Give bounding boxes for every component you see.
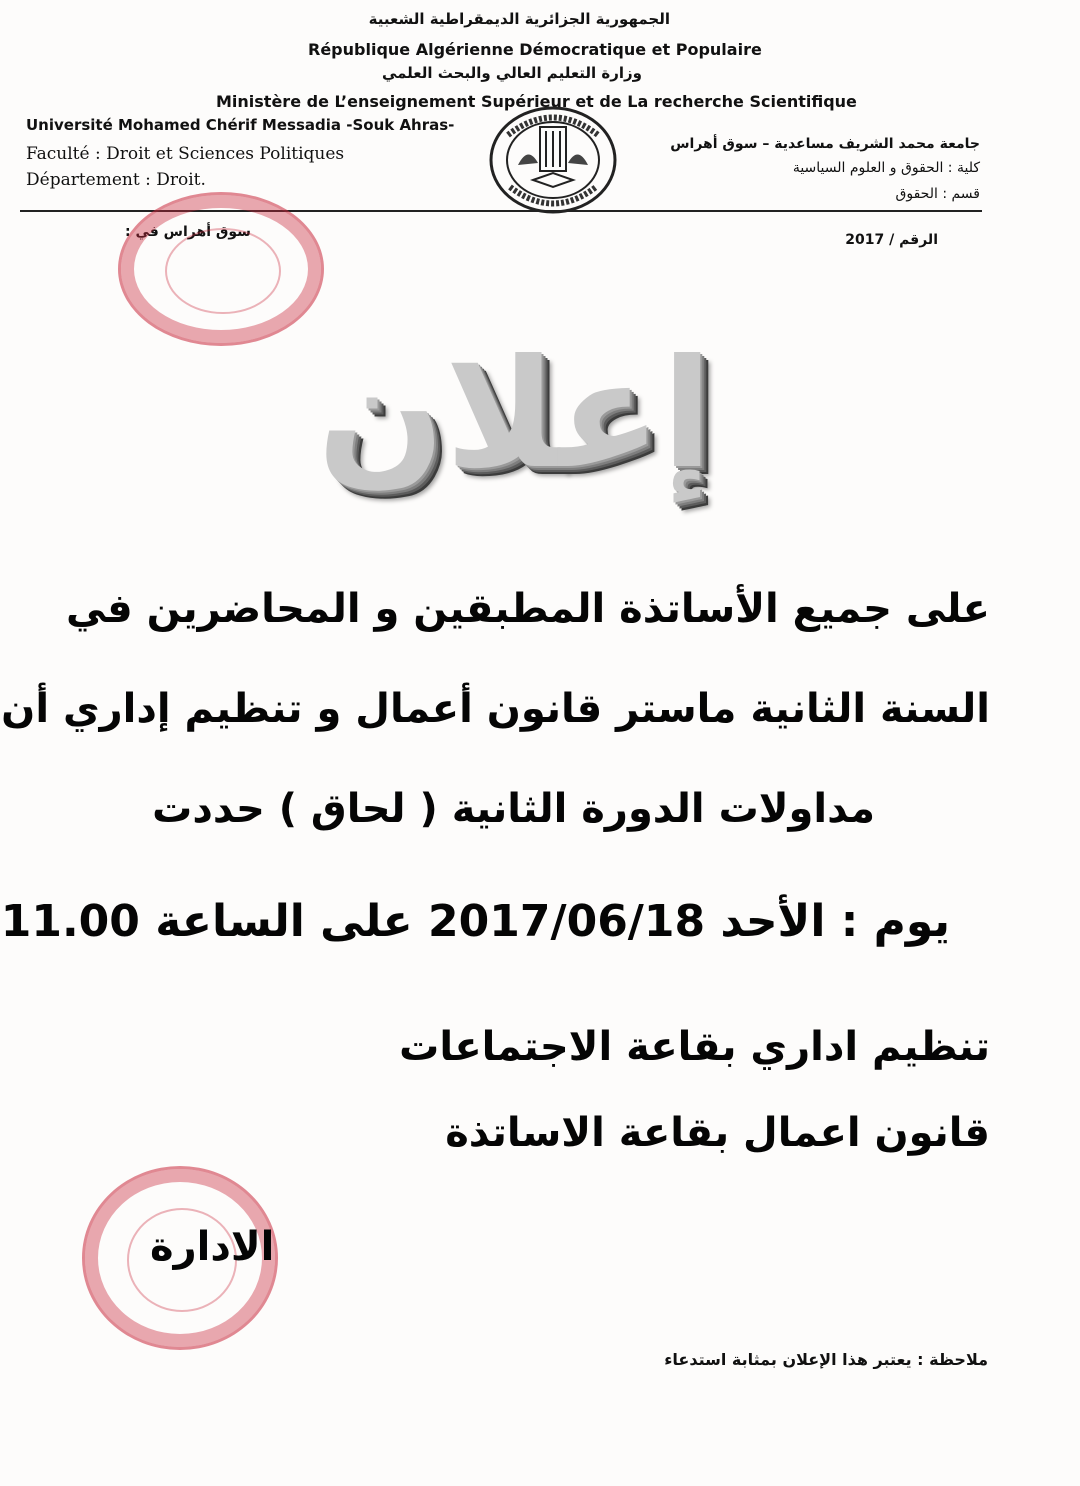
university-ar: جامعة محمد الشريف مساعدية – سوق أهراس (670, 136, 980, 152)
body-line-1: على جميع الأساتذة المطبقين و المحاضرين في (66, 586, 990, 632)
faculty-fr: Faculté : Droit et Sciences Politiques (26, 144, 345, 164)
republic-ar: الجمهورية الجزائرية الديمقراطية الشعبية (368, 10, 670, 28)
faculty-ar: كلية : الحقوق و العلوم السياسية (792, 160, 980, 176)
signature-administration: الادارة (150, 1224, 275, 1270)
room-administrative-org: تنظيم اداري بقاعة الاجتماعات (399, 1024, 990, 1070)
place-date-ar: سوق أهراس في : (125, 224, 251, 240)
official-stamp-top-icon (118, 192, 324, 346)
republic-fr: République Algérienne Démocratique et Populaire (308, 40, 762, 59)
room-business-law: قانون اعمال بقاعة الاساتذة (445, 1110, 990, 1156)
university-fr: Université Mohamed Chérif Messadia -Souk Ahras- (26, 116, 455, 134)
department-ar: قسم : الحقوق (895, 186, 980, 202)
ministry-fr: Ministère de L’enseignement Supérieur et de La recherche Scientifique (216, 92, 857, 111)
note: ملاحظة : يعتبر هذا الإعلان بمثابة استدعاء (664, 1350, 988, 1369)
body-line-2: السنة الثانية ماستر قانون أعمال و تنظيم إداري أن (1, 686, 990, 732)
meeting-date-time: يوم : الأحد 2017/06/18 على الساعة 11.00 (0, 896, 950, 947)
department-fr: Département : Droit. (26, 170, 206, 190)
university-logo-icon (488, 105, 618, 215)
announcement-title: إعلان (317, 328, 713, 502)
reference-ar: الرقم / 2017 (845, 232, 938, 248)
ministry-ar: وزارة التعليم العالي والبحث العلمي (381, 64, 642, 82)
body-line-3: مداولات الدورة الثانية ( لحاق ) حددت (152, 786, 875, 832)
